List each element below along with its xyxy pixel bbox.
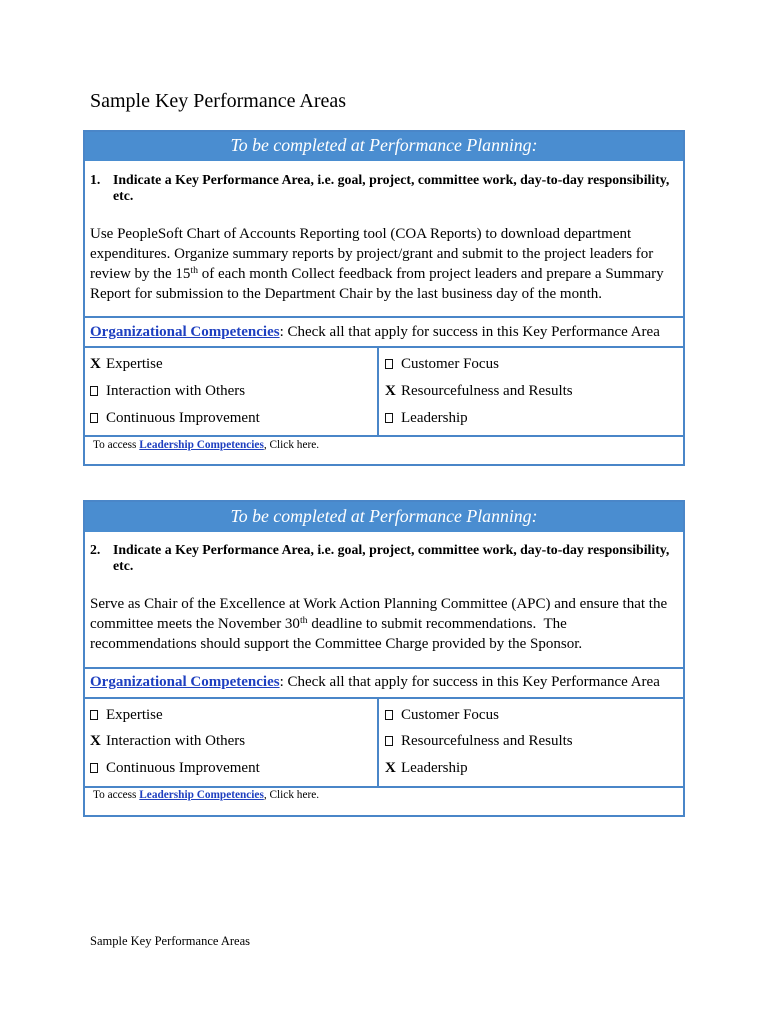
competency-checkbox[interactable]	[90, 408, 106, 428]
leadership-access-note	[93, 438, 319, 452]
competency-label: Leadership	[401, 410, 468, 426]
kpa-number: 1.	[90, 172, 101, 187]
competency-checkbox[interactable]	[385, 408, 401, 428]
competencies-instruction-row	[90, 322, 660, 342]
row-divider	[83, 316, 685, 318]
competency-label: Continuous Improvement	[106, 760, 260, 776]
description-line	[90, 614, 680, 634]
kpa-description	[90, 594, 680, 654]
kpa-prompt-line: etc.	[113, 188, 134, 203]
note-prefix: To access	[93, 789, 140, 801]
competency-continuous-improvement	[90, 758, 260, 778]
competencies-instruction-text: : Check all that apply for success in this Key Performance Area	[279, 674, 660, 690]
competency-label: Resourcefulness and Results	[401, 383, 573, 399]
document-title: Sample Key Performance Areas	[90, 90, 347, 112]
checkmark-x: X	[90, 733, 101, 749]
empty-checkbox-icon	[90, 763, 98, 773]
empty-checkbox-icon	[385, 413, 393, 423]
table-header-text: To be completed at Performance Planning:	[230, 506, 538, 526]
competency-label: Continuous Improvement	[106, 410, 260, 426]
kpa-prompt-line: etc.	[113, 558, 134, 573]
competency-leadership	[385, 408, 468, 428]
competency-label: Expertise	[106, 707, 163, 723]
description-line	[90, 264, 680, 284]
competency-customer-focus	[385, 354, 499, 374]
table-header-band	[83, 500, 685, 532]
description-line	[90, 244, 680, 264]
competency-checkbox[interactable]	[385, 731, 401, 751]
competency-label: Resourcefulness and Results	[401, 733, 573, 749]
description-text: committee meets the November 30	[90, 616, 300, 632]
empty-checkbox-icon	[90, 710, 98, 720]
competency-label: Interaction with Others	[106, 733, 246, 749]
kpa-prompt-line: Indicate a Key Performance Area, i.e. goal, project, committee work, day-to-day responsibility,	[113, 172, 670, 187]
competency-checkbox[interactable]	[385, 705, 401, 725]
description-line	[90, 634, 680, 654]
competency-checkbox[interactable]	[90, 354, 106, 374]
competency-interaction-with-others	[90, 731, 245, 751]
competency-continuous-improvement	[90, 408, 260, 428]
note-suffix: , Click here.	[263, 439, 320, 451]
organizational-competencies-link[interactable]: Organizational Competencies	[90, 674, 280, 690]
description-text: of each month Collect feedback from project leaders and prepare a Summary	[198, 266, 664, 282]
note-prefix: To access	[93, 439, 140, 451]
kpa-description	[90, 224, 680, 304]
empty-checkbox-icon	[385, 736, 393, 746]
kpa-prompt-line: Indicate a Key Performance Area, i.e. goal, project, committee work, day-to-day responsibility,	[113, 542, 670, 557]
competency-label: Customer Focus	[401, 356, 499, 372]
kpa-prompt	[90, 542, 675, 574]
organizational-competencies-link[interactable]: Organizational Competencies	[90, 324, 280, 340]
leadership-competencies-link[interactable]: Leadership Competencies	[139, 789, 264, 801]
leadership-competencies-link[interactable]: Leadership Competencies	[139, 439, 264, 451]
competency-label: Interaction with Others	[106, 383, 246, 399]
competency-checkbox[interactable]	[385, 354, 401, 374]
empty-checkbox-icon	[90, 386, 98, 396]
kpa-number: 2.	[90, 542, 101, 557]
description-text: deadline to submit recommendations. The	[307, 616, 567, 632]
column-divider	[377, 347, 379, 436]
competency-leadership	[385, 758, 468, 778]
description-line	[90, 224, 680, 244]
competency-label: Expertise	[106, 356, 163, 372]
empty-checkbox-icon	[385, 359, 393, 369]
competency-expertise	[90, 354, 163, 374]
description-text: review by the 15	[90, 266, 191, 282]
page-footer: Sample Key Performance Areas	[90, 934, 251, 948]
description-text: Use PeopleSoft Chart of Accounts Reporting tool (COA Reports) to download department	[90, 226, 632, 242]
row-divider	[83, 346, 685, 348]
kpa-prompt	[90, 172, 675, 204]
competency-checkbox[interactable]	[90, 381, 106, 401]
competency-checkbox[interactable]	[385, 758, 401, 778]
row-divider	[83, 435, 685, 437]
description-text: recommendations should support the Committee Charge provided by the Sponsor.	[90, 636, 583, 652]
competency-checkbox[interactable]	[90, 705, 106, 725]
empty-checkbox-icon	[385, 710, 393, 720]
competency-resourcefulness-and-results	[385, 381, 573, 401]
competency-customer-focus	[385, 705, 499, 725]
competency-interaction-with-others	[90, 381, 245, 401]
competencies-instruction-row	[90, 672, 660, 692]
competency-checkbox[interactable]	[90, 758, 106, 778]
checkmark-x: X	[90, 356, 101, 372]
description-text: Serve as Chair of the Excellence at Work Action Planning Committee (APC) and ensure that the	[90, 596, 668, 612]
competency-checkbox[interactable]	[385, 381, 401, 401]
competency-expertise	[90, 705, 163, 725]
competency-resourcefulness-and-results	[385, 731, 573, 751]
competency-label: Leadership	[401, 760, 468, 776]
checkmark-x: X	[385, 383, 396, 399]
description-line	[90, 594, 680, 614]
table-header-band	[83, 130, 685, 161]
checkmark-x: X	[385, 760, 396, 776]
column-divider	[377, 698, 379, 787]
competency-label: Customer Focus	[401, 707, 499, 723]
kpa-table-2	[83, 500, 685, 817]
competency-checkbox[interactable]	[90, 731, 106, 751]
competencies-instruction-text: : Check all that apply for success in this Key Performance Area	[279, 324, 660, 340]
leadership-access-note	[93, 788, 319, 802]
note-suffix: , Click here.	[263, 789, 320, 801]
description-text: Report for submission to the Department Chair by the last business day of the month.	[90, 286, 603, 302]
description-line	[90, 284, 680, 304]
ordinal-superscript: th	[190, 264, 199, 276]
row-divider	[83, 697, 685, 699]
empty-checkbox-icon	[90, 413, 98, 423]
ordinal-superscript: th	[299, 614, 308, 626]
table-header-text: To be completed at Performance Planning:	[230, 135, 538, 155]
description-text: expenditures. Organize summary reports by project/grant and submit to the project leaders for	[90, 246, 654, 262]
row-divider	[83, 667, 685, 669]
kpa-table-1	[83, 130, 685, 466]
